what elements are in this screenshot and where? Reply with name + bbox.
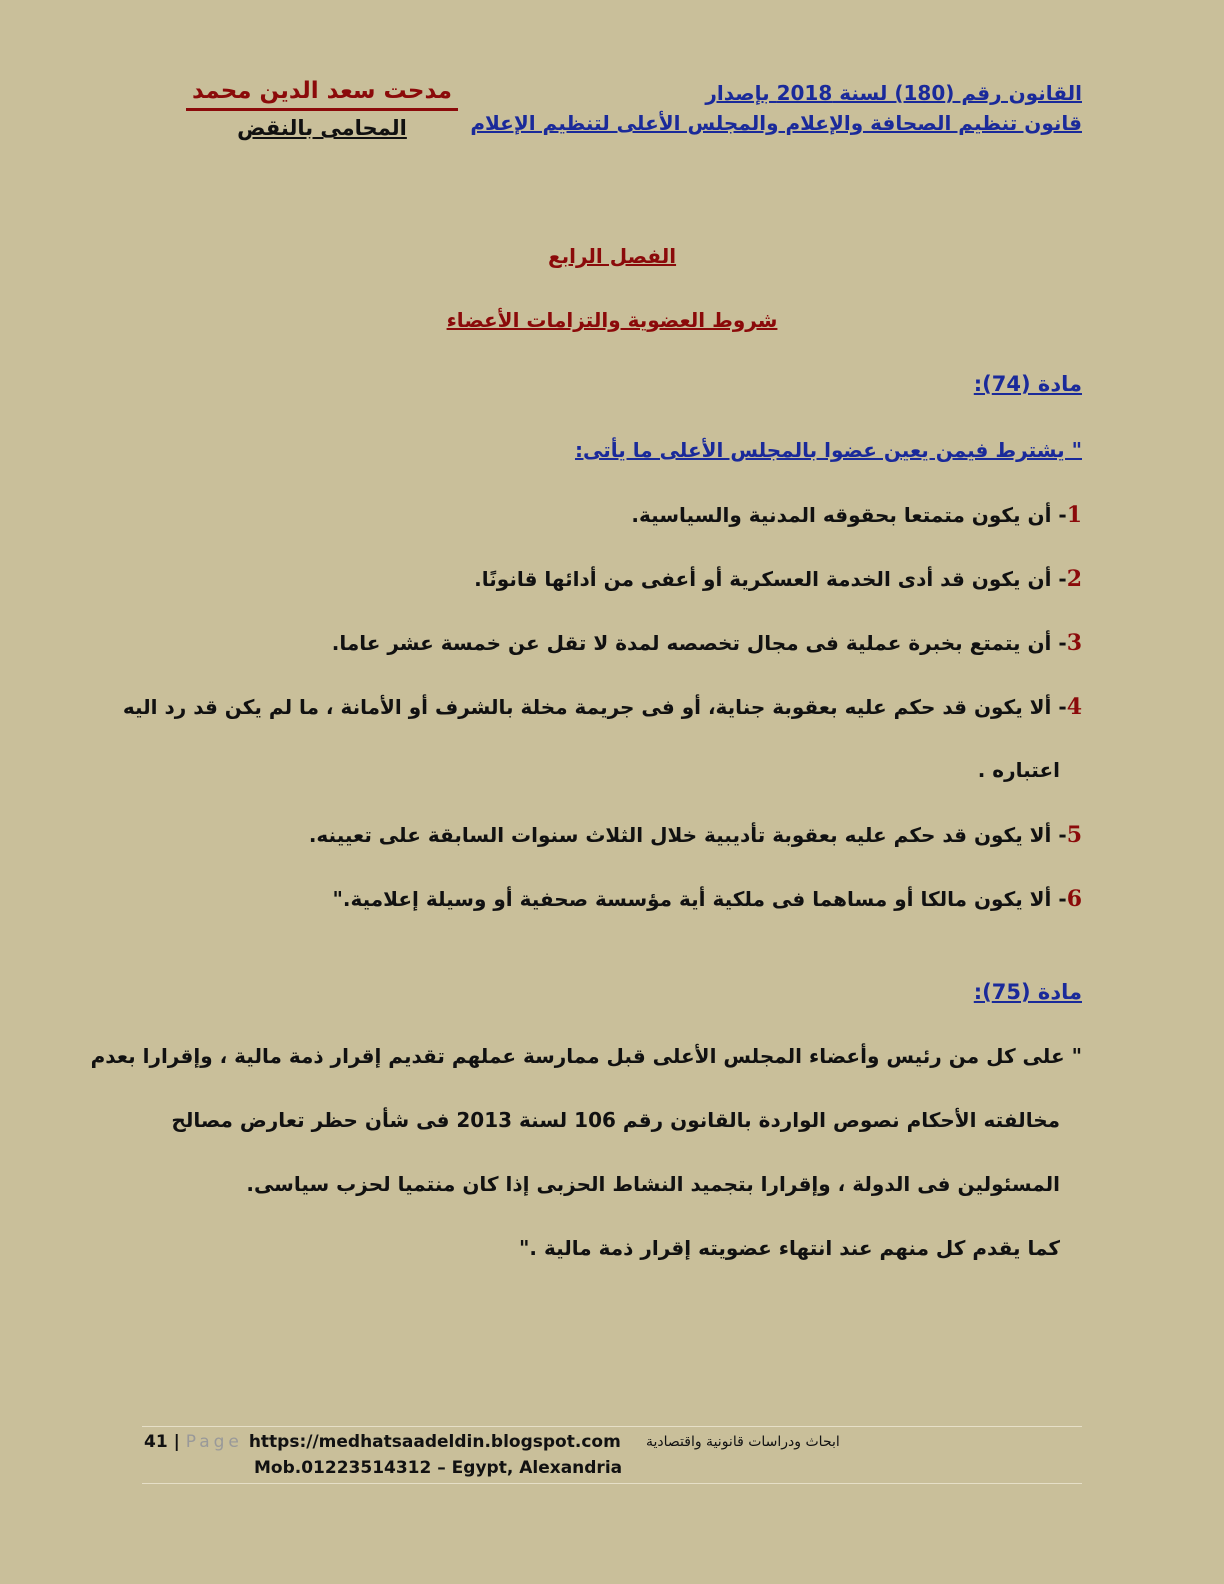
item-text: - ألا يكون مالكا أو مساهما فى ملكية أية مؤسسة صحفية أو وسيلة إعلامية." [332, 887, 1067, 911]
article-75-heading: مادة (75): [973, 980, 1082, 1004]
author-title: المحامى بالنقض [237, 116, 407, 140]
list-item [474, 566, 1082, 592]
item-number: 5 [1066, 822, 1082, 848]
footer-mobile: Mob.01223514312 – Egypt, Alexandria [254, 1458, 623, 1478]
article-75-line: المسئولين فى الدولة ، وإقرارا بتجميد النشاط الحزبى إذا كان منتميا لحزب سياسى. [246, 1172, 1060, 1196]
article-75-line: " على كل من رئيس وأعضاء المجلس الأعلى قبل ممارسة عملهم تقديم إقرار ذمة مالية ، وإقرارا بعدم [90, 1044, 1082, 1068]
footer-top-rule [142, 1426, 1082, 1427]
list-item [123, 694, 1082, 720]
author-block [186, 74, 458, 143]
page-separator: | [173, 1432, 180, 1452]
item-continuation: اعتباره . [977, 758, 1060, 782]
item-text: - أن يتمتع بخبرة عملية فى مجال تخصصه لمدة لا تقل عن خمسة عشر عاما. [331, 631, 1067, 655]
item-number: 3 [1066, 630, 1082, 656]
item-number: 6 [1066, 886, 1082, 912]
list-item [332, 886, 1082, 912]
item-text: - ألا يكون قد حكم عليه بعقوبة جناية، أو فى جريمة مخلة بالشرف أو الأمانة ، ما لم يكن قد رد اليه [122, 695, 1067, 719]
footer-page-info [144, 1432, 621, 1452]
list-item [631, 502, 1082, 528]
item-number: 2 [1066, 566, 1082, 592]
page-label: Page [185, 1432, 243, 1452]
article-74-heading: مادة (74): [973, 372, 1082, 396]
article-75-line: مخالفته الأحكام نصوص الواردة بالقانون رقم 106 لسنة 2013 فى شأن حظر تعارض مصالح [171, 1108, 1060, 1132]
item-text: - أن يكون قد أدى الخدمة العسكرية أو أعفى من أدائها قانونًا. [474, 567, 1067, 591]
item-number: 4 [1066, 694, 1082, 720]
list-item [332, 630, 1082, 656]
author-name: مدحت سعد الدين محمد [186, 74, 458, 111]
list-item [309, 822, 1082, 848]
item-number: 1 [1066, 502, 1082, 528]
law-title-block [470, 78, 1082, 138]
blog-url[interactable]: https://medhatsaadeldin.blogspot.com [248, 1432, 621, 1452]
item-text: - أن يكون متمتعا بحقوقه المدنية والسياسية. [631, 503, 1067, 527]
item-text: - ألا يكون قد حكم عليه بعقوبة تأديبية خلال الثلاث سنوات السابقة على تعيينه. [308, 823, 1067, 847]
article-75-line: كما يقدم كل منهم عند انتهاء عضويته إقرار ذمة مالية ." [518, 1236, 1060, 1260]
page-number: 41 [144, 1432, 168, 1452]
law-title-line2: قانون تنظيم الصحافة والإعلام والمجلس الأعلى لتنظيم الإعلام [470, 111, 1082, 135]
chapter-subtitle: شروط العضوية والتزامات الأعضاء [446, 308, 778, 332]
article-74-intro: " يشترط فيمن يعين عضوا بالمجلس الأعلى ما يأتى: [574, 438, 1082, 462]
law-title-line1: القانون رقم (180) لسنة 2018 بإصدار [705, 81, 1082, 105]
footer-bottom-rule [142, 1483, 1082, 1484]
footer-arabic-label: ابحاث ودراسات قانونية واقتصادية [646, 1434, 840, 1450]
chapter-title: الفصل الرابع [547, 244, 677, 268]
